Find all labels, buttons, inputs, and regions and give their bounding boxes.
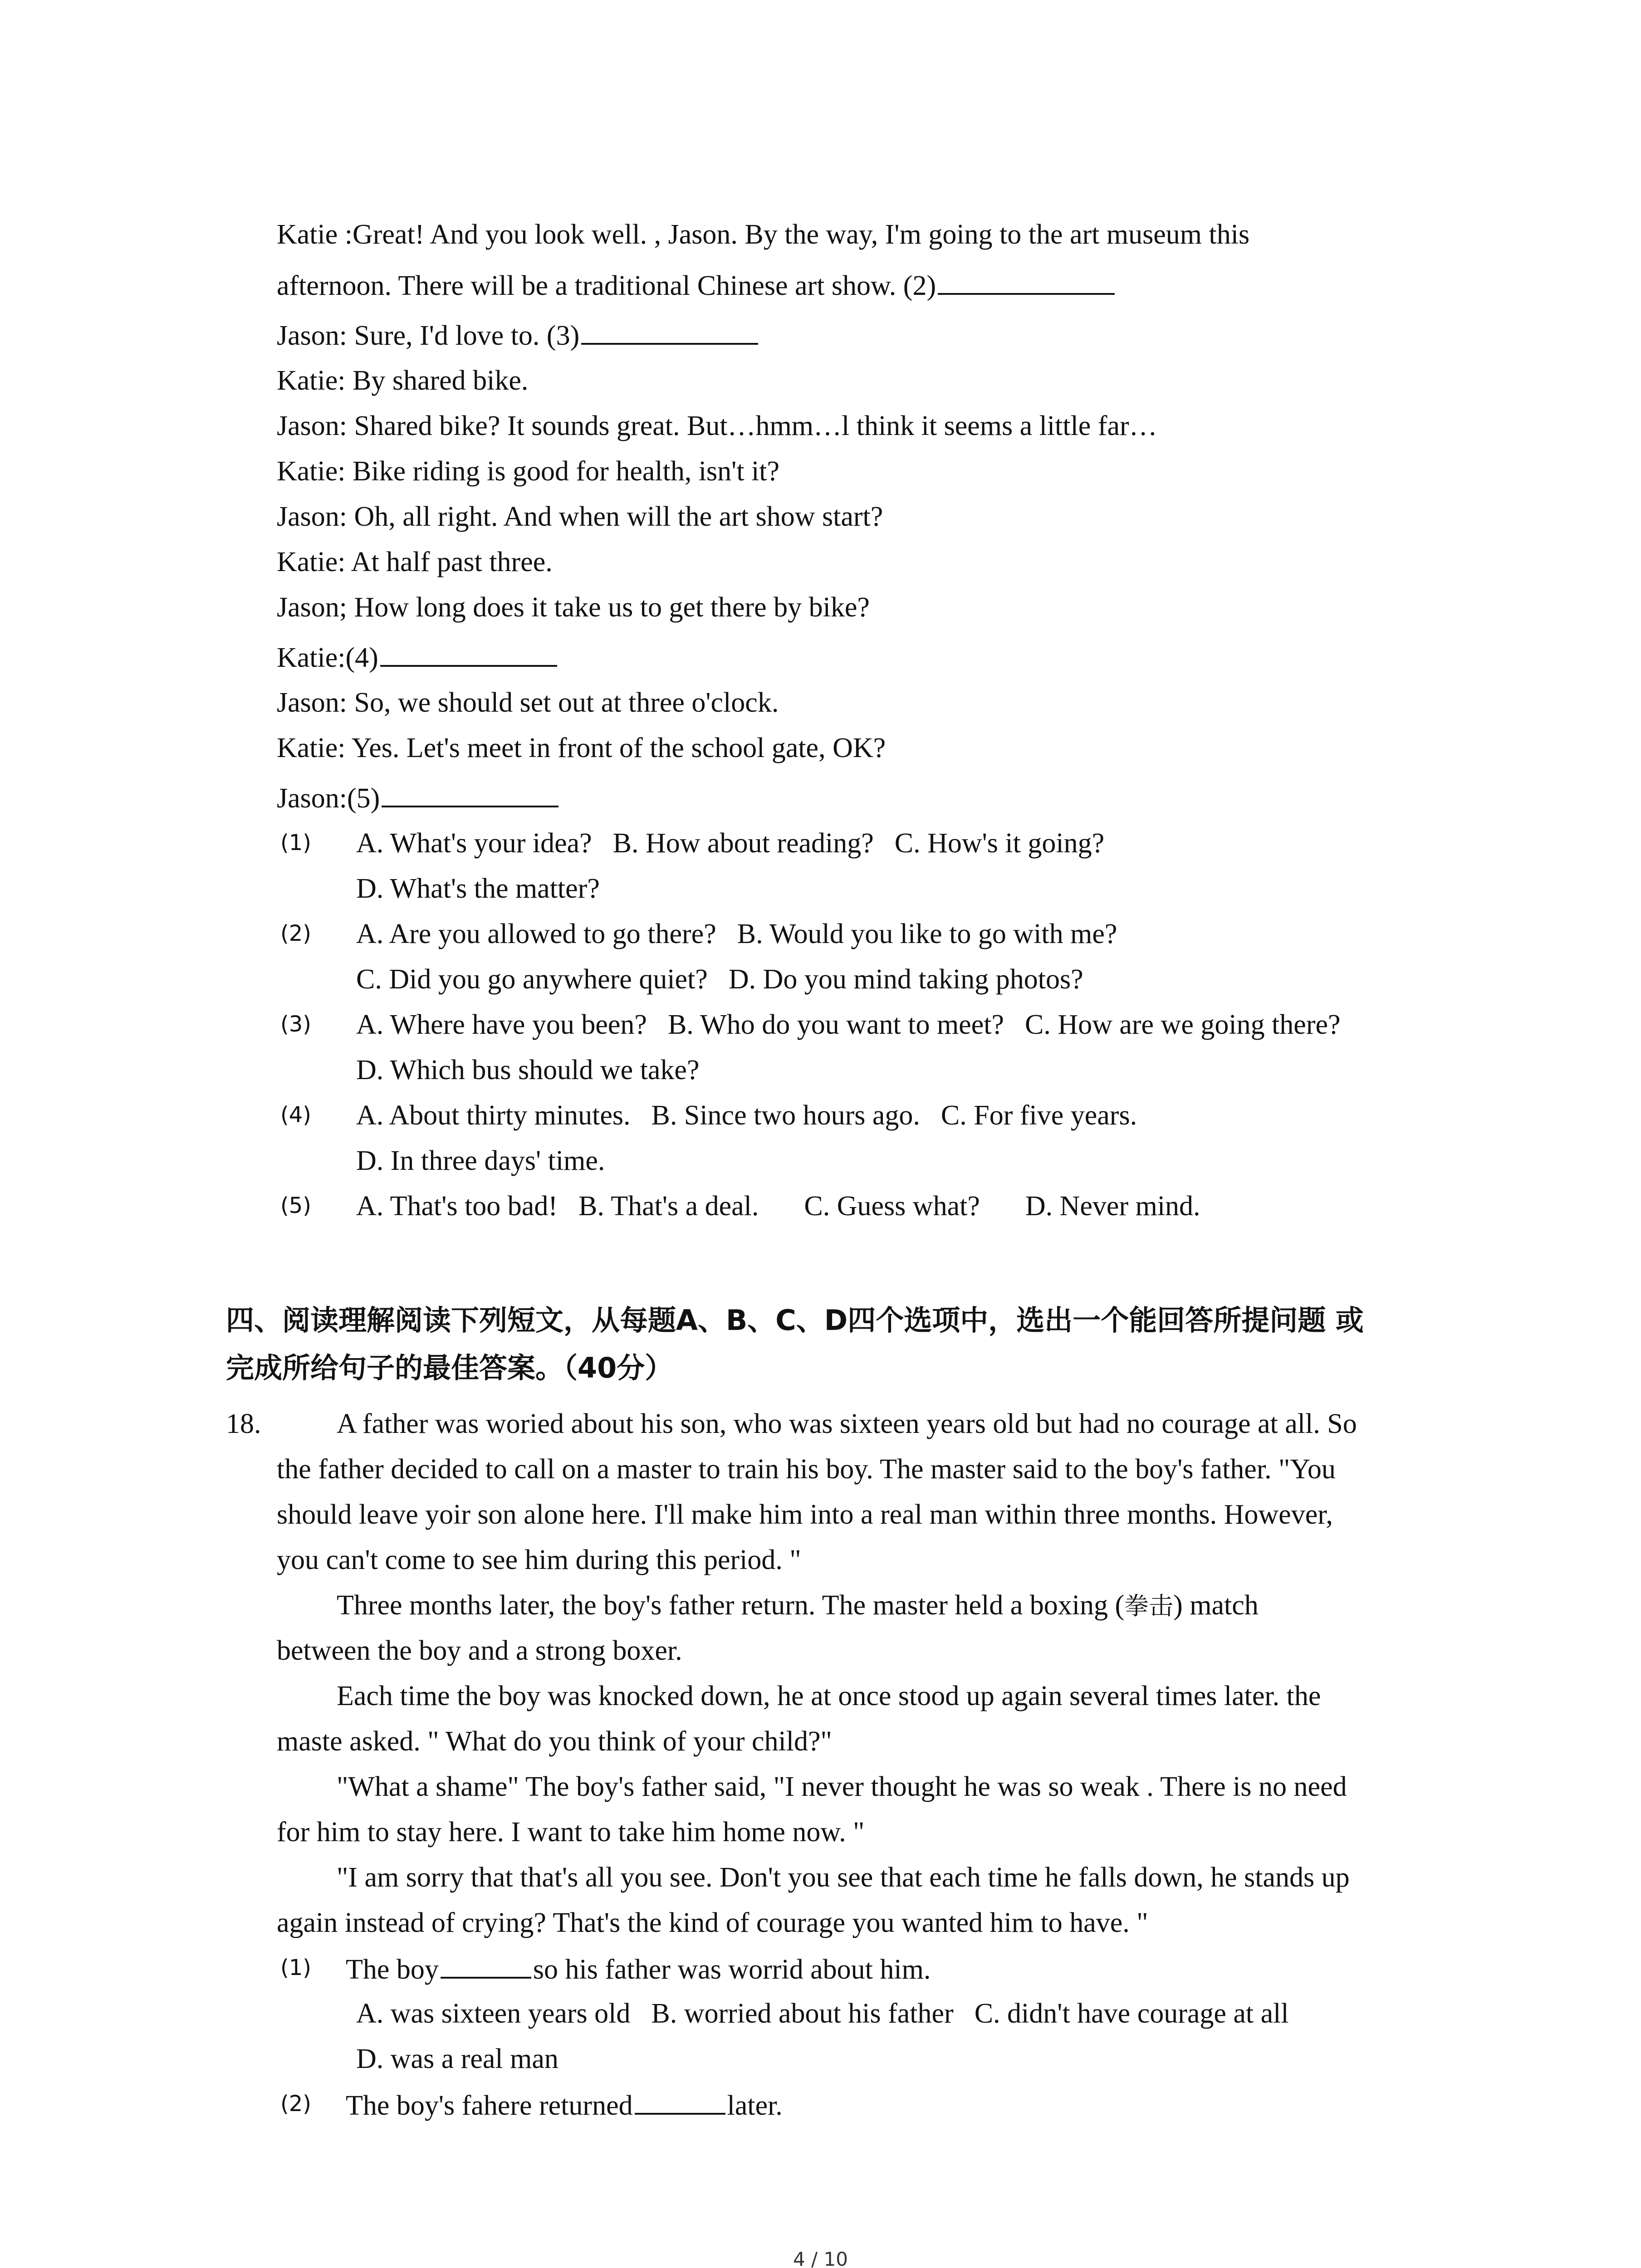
option-c[interactable]: C. For five years. <box>941 1100 1137 1131</box>
option-b[interactable]: B. worried about his father <box>651 1998 954 2029</box>
question-number: (5) <box>280 1193 311 1218</box>
question-options <box>356 1999 1289 2028</box>
answer-blank[interactable] <box>938 270 1115 295</box>
question-number: (2) <box>280 2091 311 2116</box>
question-options <box>356 1011 1341 1039</box>
option-b[interactable]: B. How about reading? <box>612 828 874 859</box>
question-options <box>356 1192 1200 1220</box>
question-options <box>356 829 1104 857</box>
passage-line: maste asked. " What do you think of your child?" <box>277 1726 832 1757</box>
passage-text: ) match <box>1173 1590 1259 1621</box>
question-number: (4) <box>280 1102 311 1128</box>
option-a[interactable]: A. was sixteen years old <box>356 1998 631 2029</box>
answer-blank[interactable] <box>441 1954 531 1979</box>
passage-line: "I am sorry that that's all you see. Don't you see that each time he falls down, he stands up <box>337 1862 1350 1893</box>
option-c[interactable]: C. didn't have courage at all <box>974 1998 1289 2029</box>
dialogue-line: Katie :Great! And you look well. , Jason. By the way, I'm going to the art museum this <box>277 219 1250 250</box>
dialogue-line <box>277 783 558 812</box>
chinese-gloss: 拳击 <box>1124 1592 1174 1620</box>
dialogue-line <box>277 270 1115 300</box>
option-a[interactable]: A. About thirty minutes. <box>356 1100 631 1131</box>
option-b[interactable]: B. That's a deal. <box>578 1191 759 1222</box>
dialogue-text: Jason:(5) <box>277 783 380 814</box>
section-heading: 四、阅读理解阅读下列短文，从每题A、B、C、D四个选项中，选出一个能回答所提问题 或 <box>226 1304 1364 1337</box>
question-number: (2) <box>280 921 311 946</box>
section-heading-cont: 完成所给句子的最佳答案。（40分） <box>226 1351 673 1384</box>
passage-text: Three months later, the boy's father return. The master held a boxing ( <box>337 1590 1125 1621</box>
passage-line: should leave yoir son alone here. I'll make him into a real man within three months. However, <box>277 1499 1333 1530</box>
dialogue-text: Jason: Sure, I'd love to. (3) <box>277 320 580 351</box>
passage-line: A father was woried about his son, who was sixteen years old but had no courage at all. So <box>337 1408 1357 1439</box>
question-stem <box>346 1954 931 1984</box>
dialogue-line <box>277 642 557 672</box>
question-number: (1) <box>280 830 311 855</box>
question-number: (3) <box>280 1012 311 1037</box>
dialogue-line: Jason: Shared bike? It sounds great. But…hmm…l think it seems a little far… <box>277 411 1157 441</box>
passage-line <box>337 1591 1259 1619</box>
dialogue-text: Katie:(4) <box>277 642 378 673</box>
dialogue-line: Jason: So, we should set out at three o'clock. <box>277 687 779 718</box>
option-d[interactable]: D. Never mind. <box>1025 1191 1200 1222</box>
option-c[interactable]: C. How are we going there? <box>1024 1009 1341 1040</box>
stem-text: The boy's fahere returned <box>346 2090 633 2121</box>
option-c[interactable]: C. Guess what? <box>804 1191 980 1222</box>
option-d[interactable]: D. What's the matter? <box>356 873 600 904</box>
question-number: (1) <box>280 1955 311 1980</box>
option-a[interactable]: A. Where have you been? <box>356 1009 647 1040</box>
passage-line: between the boy and a strong boxer. <box>277 1635 682 1666</box>
stem-text: so his father was worrid about him. <box>533 1954 931 1985</box>
passage-line: "What a shame" The boy's father said, "I never thought he was so weak . There is no need <box>337 1771 1347 1802</box>
stem-text: later. <box>727 2090 783 2121</box>
dialogue-line: Katie: At half past three. <box>277 547 553 577</box>
option-d[interactable]: D. In three days' time. <box>356 1145 605 1176</box>
dialogue-line: Katie: Bike riding is good for health, isn't it? <box>277 456 780 487</box>
option-b[interactable]: B. Since two hours ago. <box>651 1100 920 1131</box>
dialogue-line: Jason: Oh, all right. And when will the art show start? <box>277 501 883 532</box>
passage-line: the father decided to call on a master to train his boy. The master said to the boy's father. "You <box>277 1454 1336 1485</box>
dialogue-line: Katie: Yes. Let's meet in front of the school gate, OK? <box>277 733 886 763</box>
answer-blank[interactable] <box>581 320 758 345</box>
option-a[interactable]: A. Are you allowed to go there? <box>356 919 716 949</box>
option-d[interactable]: D. Which bus should we take? <box>356 1055 700 1085</box>
dialogue-text: afternoon. There will be a traditional Chinese art show. (2) <box>277 270 936 301</box>
passage-line: again instead of crying? That's the kind of courage you wanted him to have. " <box>277 1907 1148 1938</box>
answer-blank[interactable] <box>382 783 558 807</box>
option-c[interactable]: C. Did you go anywhere quiet? <box>356 964 708 995</box>
dialogue-line: Katie: By shared bike. <box>277 365 529 396</box>
page-number: 4 / 10 <box>793 2248 848 2268</box>
option-d[interactable]: D. Do you mind taking photos? <box>728 964 1083 995</box>
passage-line: for him to stay here. I want to take him home now. " <box>277 1817 865 1848</box>
question-options <box>356 1101 1137 1129</box>
stem-text: The boy <box>346 1954 439 1985</box>
question-number: 18. <box>226 1408 261 1439</box>
dialogue-line <box>277 320 758 350</box>
answer-blank[interactable] <box>635 2090 725 2115</box>
option-d[interactable]: D. was a real man <box>356 2043 558 2074</box>
passage-line: you can't come to see him during this period. " <box>277 1545 801 1575</box>
question-options <box>356 920 1117 948</box>
option-a[interactable]: A. That's too bad! <box>356 1191 558 1222</box>
option-b[interactable]: B. Would you like to go with me? <box>737 919 1117 949</box>
dialogue-line: Jason; How long does it take us to get there by bike? <box>277 592 870 623</box>
question-stem <box>346 2090 783 2120</box>
question-options <box>356 965 1083 993</box>
answer-blank[interactable] <box>380 642 557 667</box>
passage-line: Each time the boy was knocked down, he at once stood up again several times later. the <box>337 1681 1321 1711</box>
option-a[interactable]: A. What's your idea? <box>356 828 592 859</box>
option-c[interactable]: C. How's it going? <box>894 828 1105 859</box>
option-b[interactable]: B. Who do you want to meet? <box>667 1009 1004 1040</box>
